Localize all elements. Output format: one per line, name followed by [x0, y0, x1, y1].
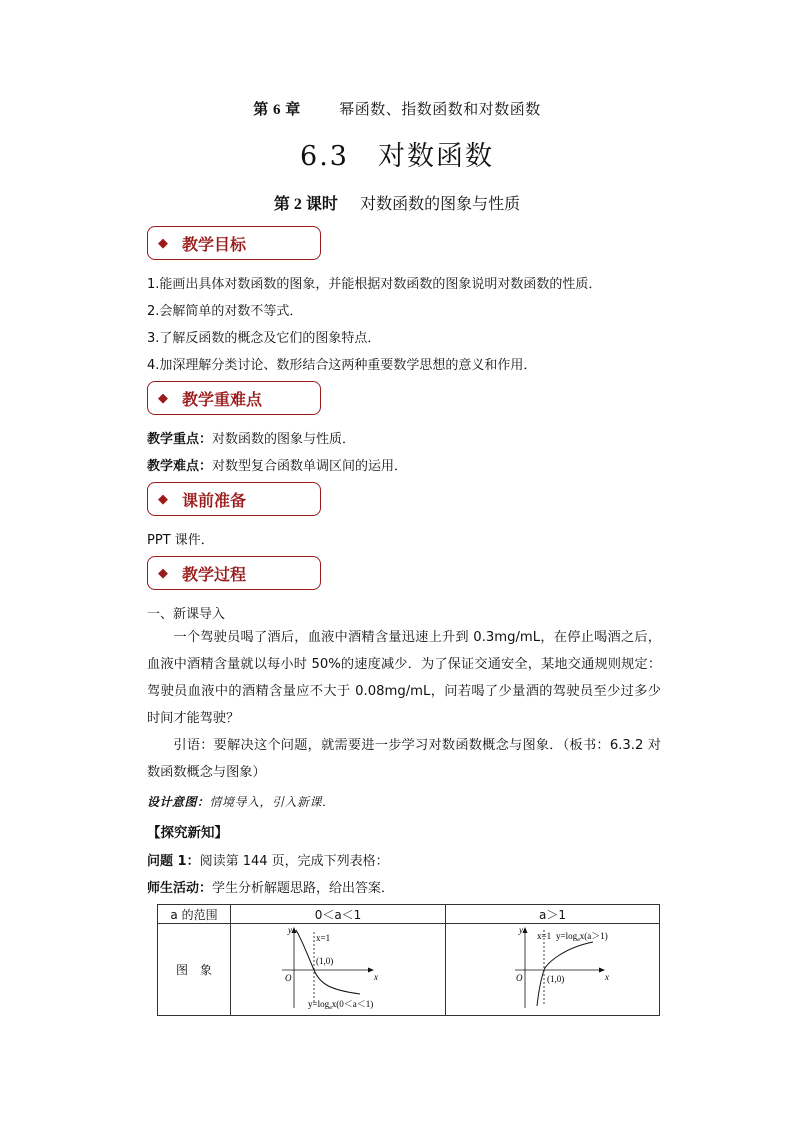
table-header-cell: a 的范围: [158, 905, 231, 924]
objective-item: 1.能画出具体对数函数的图象，并能根据对数函数的图象说明对数函数的性质．: [147, 277, 602, 292]
chapter-name: 幂函数、指数函数和对数函数: [339, 100, 541, 118]
objectives-heading-box: [147, 226, 321, 260]
keypoints-heading: 教学重难点: [182, 389, 263, 409]
section-title: 6.3 对数函数: [300, 141, 494, 172]
graph-decreasing: [238, 924, 438, 1012]
diamond-icon: ◆: [158, 491, 168, 507]
difficulty-line: [147, 455, 407, 474]
activity-label: 师生活动：: [147, 881, 213, 896]
lesson-name: 对数函数的图象与性质: [360, 194, 521, 213]
activity-line: [147, 877, 394, 896]
asymptote-label: x=1: [316, 933, 331, 943]
table-header-cell: 0＜a＜1: [231, 905, 446, 924]
focus-label: 教学重点：: [147, 432, 213, 447]
design-label: 设计意图：: [147, 795, 210, 809]
explore-heading: 【探究新知】: [147, 825, 228, 841]
chapter-title: [0, 98, 794, 119]
lesson-title: [0, 191, 794, 214]
question-text: 阅读第 144 页，完成下列表格：: [199, 854, 389, 869]
quote-paragraph: 引语：要解决这个问题，就需要进一步学习对数函数概念与图象．（板书：6.3.2 对数函数概念与图象）: [147, 738, 661, 780]
preparation-heading: 课前准备: [182, 490, 247, 510]
difficulty-text: 对数型复合函数单调区间的运用．: [212, 459, 408, 474]
question-label: 问题 1：: [147, 854, 200, 869]
diamond-icon: ◆: [158, 390, 168, 406]
focus-line: [147, 428, 355, 447]
objective-item: 4.加深理解分类讨论、数形结合这两种重要数学思想的意义和作用．: [147, 358, 537, 373]
design-text: 情境导入，引入新课．: [209, 795, 335, 809]
diamond-icon: ◆: [158, 565, 168, 581]
function-label: $y=\log_ax(0<a<1)$: [308, 999, 374, 1011]
table-row: [158, 924, 660, 1016]
objective-item: 2.会解简单的对数不等式．: [147, 304, 303, 319]
table-header-cell: a＞1: [446, 905, 660, 924]
objective-item: 3.了解反函数的概念及它们的图象特点．: [147, 331, 381, 346]
x-axis-label: x: [374, 972, 378, 982]
process-heading: 教学过程: [182, 564, 247, 584]
question-1: [147, 850, 389, 869]
objectives-heading: 教学目标: [182, 234, 247, 254]
design-intent: [147, 793, 335, 810]
graph-increasing: [453, 924, 653, 1012]
y-axis-label: y: [518, 925, 523, 935]
intro-paragraph: 一个驾驶员喝了酒后，血液中酒精含量迅速上升到 0.3mg/mL，在停止喝酒之后，血液中酒精含量就以每小时 50%的速度减少．为了保证交通安全，某地交通规则规定：驾驶员血液中的酒精含量应不大于 0.08mg/mL，问若喝了少量酒的驾驶员至少过多少时间才能驾驶？: [147, 630, 661, 726]
x-axis-label: x: [604, 972, 609, 982]
keypoints-heading-box: [147, 381, 321, 415]
chapter-number: 第 6 章: [253, 102, 301, 118]
point-label: (1,0): [316, 956, 334, 966]
asymptote-label: x=1: [536, 931, 551, 941]
row-label: 图 象: [158, 924, 231, 1016]
function-label: $y=\log_ax(a>1)$: [555, 931, 608, 943]
preparation-text: PPT 课件．: [147, 533, 214, 548]
preparation-heading-box: [147, 482, 321, 516]
difficulty-label: 教学难点：: [147, 459, 213, 474]
diamond-icon: ◆: [158, 235, 168, 251]
origin-label: O: [515, 973, 522, 983]
activity-text: 学生分析解题思路，给出答案．: [212, 881, 395, 896]
log-function-table: [157, 904, 660, 1016]
graph-cell-increasing: [446, 924, 660, 1016]
focus-text: 对数函数的图象与性质．: [212, 432, 356, 447]
intro-heading: 一、新课导入: [147, 607, 226, 622]
graph-cell-decreasing: [231, 924, 446, 1016]
y-axis-label: y: [288, 925, 292, 935]
table-header-row: [158, 905, 660, 924]
point-label: (1,0): [546, 974, 564, 984]
lesson-number: 第 2 课时: [273, 196, 338, 213]
process-heading-box: [147, 556, 321, 590]
origin-label: O: [285, 973, 292, 983]
